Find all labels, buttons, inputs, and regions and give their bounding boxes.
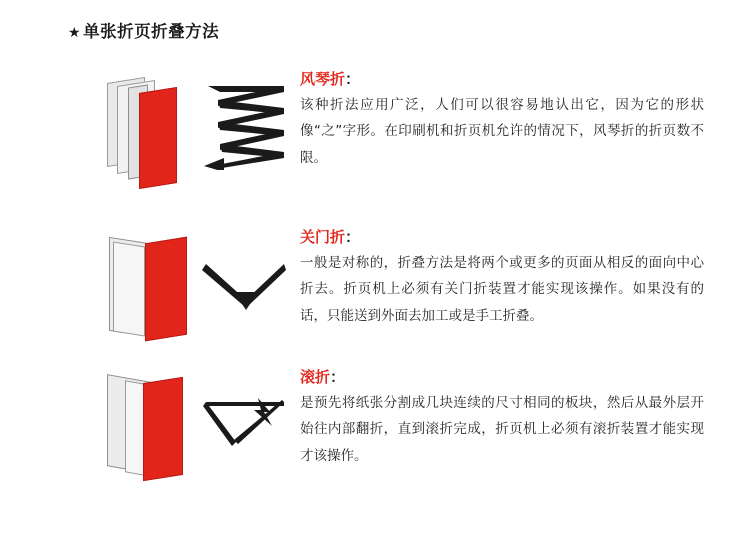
fold-name-colon: ： <box>330 368 346 386</box>
fold-description-roll: 是预先将纸张分割成几块连续的尺寸相同的板块，然后从最外层开始往内部翻折，直到滚折完成，折页机上必须有滚折装置才能实现才该操作。 <box>300 395 704 464</box>
fold-text-gate <box>300 228 720 329</box>
zigzag-arrow-icon <box>198 78 290 174</box>
fold-description-gate: 一般是对称的，折叠方法是将两个或更多的页面从相反的面向中心折去。折页机上必须有关门折装置才能实现该操作。如果没有的话，只能送到外面去加工或是手工折叠。 <box>300 255 704 324</box>
paper-panel-red <box>143 377 183 481</box>
fold-name-gate <box>300 228 720 246</box>
page-title-text: 单张折页折叠方法 <box>83 22 220 41</box>
chevron-down-arrow-icon <box>198 236 290 320</box>
fold-name-colon: ： <box>345 70 361 88</box>
paper-panel-red <box>145 237 187 342</box>
fold-name-text: 关门折 <box>300 228 346 246</box>
accordion-fold-illustration <box>95 70 205 200</box>
fold-name-text: 滚折 <box>300 368 331 386</box>
roll-arrow-icon <box>198 376 290 460</box>
fold-text-accordion <box>300 70 720 171</box>
roll-fold-illustration <box>95 368 205 498</box>
fold-name-colon: ： <box>345 228 361 246</box>
fold-name-text: 风琴折 <box>300 70 346 88</box>
fold-name-accordion <box>300 70 720 88</box>
page-title <box>68 18 219 42</box>
paper-panel-gray <box>125 380 145 476</box>
paper-panel-red <box>139 87 177 189</box>
fold-description-accordion: 该种折法应用广泛，人们可以很容易地认出它，因为它的形状像“之”字形。在印刷机和折页机允许的情况下，风琴折的折页数不限。 <box>300 97 704 166</box>
fold-text-roll <box>300 368 720 469</box>
paper-panel-gray <box>113 241 145 336</box>
star-icon: ★ <box>68 25 82 41</box>
gate-fold-illustration <box>95 228 205 358</box>
fold-name-roll <box>300 368 720 386</box>
